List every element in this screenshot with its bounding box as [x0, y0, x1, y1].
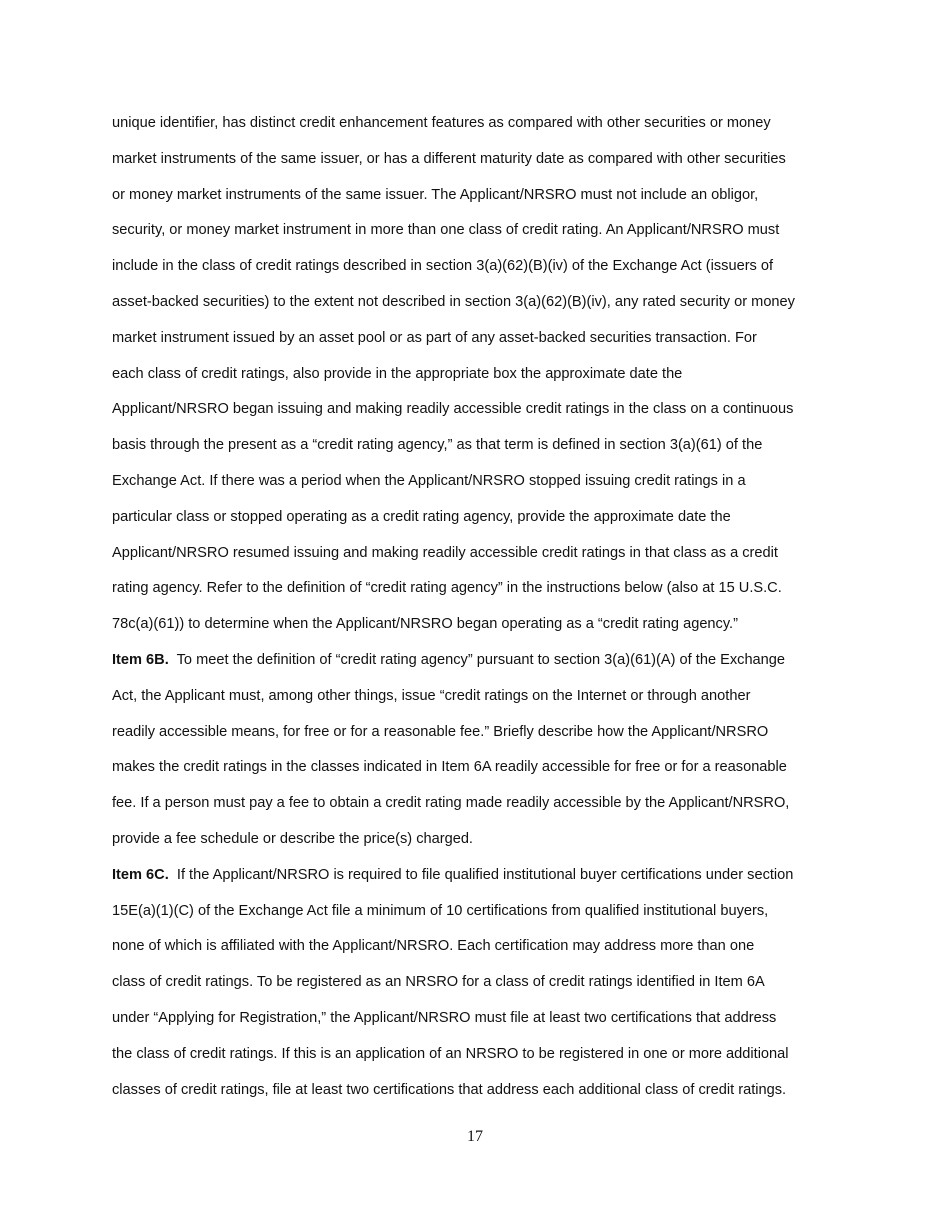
- text-line: asset-backed securities) to the extent not described in section 3(a)(62)(B)(iv), any rated security or money: [112, 293, 795, 310]
- text-line: particular class or stopped operating as a credit rating agency, provide the approximate date the: [112, 508, 731, 525]
- item-6b-label: Item 6B.: [112, 651, 169, 668]
- text-line: fee. If a person must pay a fee to obtain a credit rating made readily accessible by the Applicant/NRSRO,: [112, 795, 790, 812]
- text-line: the class of credit ratings. If this is an application of an NRSRO to be registered in one or more additional: [112, 1045, 789, 1062]
- item-6b-text: To meet the definition of “credit rating agency” pursuant to section 3(a)(61)(A) of the Exchange: [168, 651, 786, 668]
- text-line: readily accessible means, for free or for a reasonable fee.” Briefly describe how the Applicant/NRSRO: [112, 723, 769, 740]
- text-line: Applicant/NRSRO resumed issuing and making readily accessible credit ratings in that class as a credit: [112, 544, 778, 561]
- text-line: or money market instruments of the same issuer. The Applicant/NRSRO must not include an obligor,: [112, 186, 759, 203]
- text-line: under “Applying for Registration,” the Applicant/NRSRO must file at least two certifications that address: [112, 1009, 777, 1026]
- paragraph-item-6b: [112, 643, 842, 858]
- paragraph-class-definition: [112, 106, 842, 643]
- text-line: classes of credit ratings, file at least two certifications that address each additional class of credit ratings.: [112, 1081, 787, 1098]
- text-line: security, or money market instrument in more than one class of credit rating. An Applicant/NRSRO must: [112, 222, 780, 239]
- text-line: Applicant/NRSRO began issuing and making readily accessible credit ratings in the class on a continuous: [112, 401, 794, 418]
- text-line: none of which is affiliated with the Applicant/NRSRO. Each certification may address more than one: [112, 938, 755, 955]
- text-line: Act, the Applicant must, among other things, issue “credit ratings on the Internet or through another: [112, 687, 751, 704]
- text-line: include in the class of credit ratings described in section 3(a)(62)(B)(iv) of the Exchange Act (issuers of: [112, 258, 774, 275]
- text-line: 15E(a)(1)(C) of the Exchange Act file a minimum of 10 certifications from qualified institutional buyers,: [112, 902, 769, 919]
- text-line: makes the credit ratings in the classes indicated in Item 6A readily accessible for free or for a reasonable: [112, 759, 787, 776]
- text-line: class of credit ratings. To be registered as an NRSRO for a class of credit ratings identified in Item 6A: [112, 974, 765, 991]
- page-number: 17: [467, 1128, 483, 1145]
- text-line: Exchange Act. If there was a period when the Applicant/NRSRO stopped issuing credit ratings in a: [112, 472, 746, 489]
- item-6c-label: Item 6C.: [112, 866, 169, 883]
- item-6c-text: If the Applicant/NRSRO is required to file qualified institutional buyer certifications under section: [168, 866, 794, 883]
- text-line: market instruments of the same issuer, or has a different maturity date as compared with other securities: [112, 150, 786, 167]
- text-line: unique identifier, has distinct credit enhancement features as compared with other securities or money: [112, 115, 771, 131]
- text-line: rating agency. Refer to the definition of “credit rating agency” in the instructions below (also at 15 U.S.C.: [112, 580, 782, 597]
- document-body: [112, 106, 842, 1108]
- text-line: basis through the present as a “credit rating agency,” as that term is defined in section 3(a)(61) of the: [112, 437, 763, 454]
- text-line: each class of credit ratings, also provide in the appropriate box the approximate date the: [112, 365, 683, 382]
- paragraph-item-6c: [112, 858, 842, 1109]
- text-line: provide a fee schedule or describe the price(s) charged.: [112, 830, 473, 847]
- text-line: 78c(a)(61)) to determine when the Applicant/NRSRO began operating as a “credit rating agency.”: [112, 616, 738, 633]
- item-6b-first-line: [112, 643, 842, 679]
- item-6c-first-line: [112, 858, 842, 894]
- text-line: market instrument issued by an asset pool or as part of any asset-backed securities transaction. For: [112, 329, 757, 346]
